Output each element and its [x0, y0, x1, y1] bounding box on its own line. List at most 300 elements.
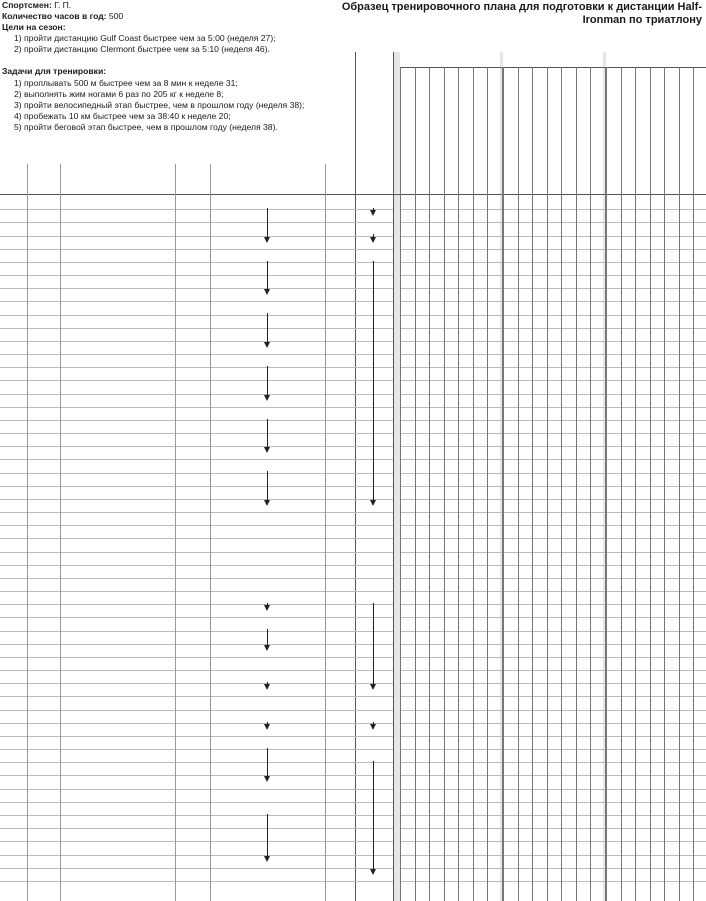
- row-rule: [0, 249, 393, 250]
- week-number: [0, 315, 27, 328]
- week-date: [27, 776, 54, 789]
- week-date: [27, 315, 54, 328]
- row-rule: [400, 236, 706, 237]
- week-number: [0, 736, 27, 749]
- week-date: [27, 302, 54, 315]
- row-rule: [400, 815, 706, 816]
- week-date: [27, 868, 54, 881]
- week-number: [0, 381, 27, 394]
- arrow-head: [264, 447, 270, 453]
- row-rule: [0, 209, 393, 210]
- week-number: [0, 276, 27, 289]
- row-rule: [400, 723, 706, 724]
- week-number: [0, 855, 27, 868]
- page-title: Образец тренировочного плана для подготовки к дистанции Half-Ironman по триатлону: [341, 1, 702, 26]
- row-rule: [0, 315, 393, 316]
- week-date: [27, 578, 54, 591]
- week-number: [0, 592, 27, 605]
- row-rule: [0, 394, 393, 395]
- week-date: [27, 394, 54, 407]
- period-arrow: [267, 419, 268, 449]
- strength-left-rule: [355, 52, 356, 901]
- week-number: [0, 486, 27, 499]
- week-number: [0, 684, 27, 697]
- ability-rule: [458, 67, 459, 901]
- ability-rule: [606, 67, 607, 901]
- row-rule: [0, 855, 393, 856]
- row-rule: [0, 288, 393, 289]
- arrow-head: [264, 395, 270, 401]
- row-rule: [400, 881, 706, 882]
- week-number: [0, 460, 27, 473]
- task-2: 2) выполнять жим ногами 6 раз по 205 кг к неделе 8;: [14, 88, 224, 99]
- strength-phase: [355, 249, 393, 262]
- week-number: [0, 447, 27, 460]
- row-rule: [0, 670, 393, 671]
- week-number: [0, 776, 27, 789]
- week-number: [0, 526, 27, 539]
- row-rule: [0, 552, 393, 553]
- arrow-head: [370, 869, 376, 875]
- week-date: [27, 552, 54, 565]
- week-date: [27, 592, 54, 605]
- period-arrow: [267, 471, 268, 501]
- week-date: [27, 605, 54, 618]
- row-rule: [400, 591, 706, 592]
- week-date: [27, 644, 54, 657]
- week-date: [27, 328, 54, 341]
- row-rule: [400, 657, 706, 658]
- goal-1: 1) пройти дистанцию Gulf Coast быстрее чем за 5:00 (неделя 27);: [14, 33, 276, 44]
- strength-phase: [355, 197, 393, 210]
- row-rule: [400, 459, 706, 460]
- week-number: [0, 868, 27, 881]
- week-date: [27, 447, 54, 460]
- col-rule: [175, 164, 176, 901]
- ability-rule: [635, 67, 636, 901]
- arrow-head: [370, 724, 376, 730]
- week-date: [27, 631, 54, 644]
- row-rule: [400, 617, 706, 618]
- period-name: [210, 697, 325, 710]
- row-rule: [400, 578, 706, 579]
- week-date: [27, 341, 54, 354]
- period-name: [210, 578, 325, 591]
- week-number: [0, 197, 27, 210]
- row-rule: [0, 789, 393, 790]
- week-number: [0, 289, 27, 302]
- week-number: [0, 829, 27, 842]
- row-rule: [400, 512, 706, 513]
- row-rule: [400, 328, 706, 329]
- row-rule: [400, 315, 706, 316]
- week-number: [0, 262, 27, 275]
- week-date: [27, 736, 54, 749]
- row-rule: [400, 407, 706, 408]
- task-4: 4) пробежать 10 км быстрее чем за 38:40 к неделе 20;: [14, 110, 231, 121]
- row-rule: [400, 380, 706, 381]
- row-rule: [0, 473, 393, 474]
- row-rule: [0, 881, 393, 882]
- arrow-head: [264, 684, 270, 690]
- week-date: [27, 565, 54, 578]
- athlete-label: Спортсмен:: [2, 0, 52, 10]
- row-rule: [400, 446, 706, 447]
- ability-rule: [621, 67, 622, 901]
- strength-right-rule: [393, 52, 394, 901]
- strength-phase: [355, 526, 393, 539]
- week-date: [27, 750, 54, 763]
- row-rule: [400, 565, 706, 566]
- period-arrow: [267, 313, 268, 343]
- row-rule: [400, 775, 706, 776]
- week-number: [0, 842, 27, 855]
- row-rule: [400, 420, 706, 421]
- strength-phase: [355, 578, 393, 591]
- week-number: [0, 552, 27, 565]
- week-date: [27, 829, 54, 842]
- row-rule: [400, 604, 706, 605]
- row-rule: [0, 710, 393, 711]
- period-arrow: [267, 261, 268, 291]
- row-rule: [0, 236, 393, 237]
- row-rule: [0, 222, 393, 223]
- week-number: [0, 723, 27, 736]
- row-rule: [400, 367, 706, 368]
- arrow-head: [370, 210, 376, 216]
- week-number: [0, 644, 27, 657]
- row-rule: [400, 249, 706, 250]
- row-rule: [0, 736, 393, 737]
- week-number: [0, 631, 27, 644]
- week-date: [27, 723, 54, 736]
- row-rule: [400, 262, 706, 263]
- week-number: [0, 394, 27, 407]
- week-number: [0, 815, 27, 828]
- period-arrow: [373, 261, 374, 501]
- strength-phase: [355, 223, 393, 236]
- arrow-head: [264, 500, 270, 506]
- hours-label: Количество часов в год:: [2, 11, 107, 22]
- week-date: [27, 473, 54, 486]
- row-rule: [400, 538, 706, 539]
- goal-2: 2) пройти дистанцию Clermont быстрее чем за 5:10 (неделя 46).: [14, 44, 270, 55]
- week-number: [0, 249, 27, 262]
- week-date: [27, 526, 54, 539]
- week-number: [0, 499, 27, 512]
- row-rule: [0, 604, 393, 605]
- ability-rule: [664, 67, 665, 901]
- strength-phase: [355, 565, 393, 578]
- week-date: [27, 763, 54, 776]
- arrow-head: [264, 342, 270, 348]
- row-rule: [0, 828, 393, 829]
- row-rule: [0, 486, 393, 487]
- week-date: [27, 262, 54, 275]
- row-rule: [0, 446, 393, 447]
- period-arrow: [267, 208, 268, 238]
- week-date: [27, 223, 54, 236]
- arrow-head: [264, 856, 270, 862]
- week-number: [0, 618, 27, 631]
- week-date: [27, 355, 54, 368]
- strength-phase: [355, 736, 393, 749]
- week-number: [0, 473, 27, 486]
- row-rule: [0, 762, 393, 763]
- row-rule: [0, 802, 393, 803]
- row-rule: [0, 683, 393, 684]
- week-number: [0, 302, 27, 315]
- ability-rule: [561, 67, 562, 901]
- week-number: [0, 605, 27, 618]
- week-date: [27, 513, 54, 526]
- row-rule: [0, 868, 393, 869]
- ability-rule: [518, 67, 519, 901]
- strength-phase: [355, 697, 393, 710]
- row-rule: [0, 657, 393, 658]
- period-name: [210, 539, 325, 552]
- ability-rule: [415, 67, 416, 901]
- row-rule: [400, 499, 706, 500]
- row-rule: [0, 644, 393, 645]
- row-rule: [400, 828, 706, 829]
- arrow-head: [370, 684, 376, 690]
- ability-rule: [590, 67, 591, 901]
- week-date: [27, 789, 54, 802]
- period-arrow: [373, 761, 374, 870]
- week-number: [0, 328, 27, 341]
- row-rule: [0, 328, 393, 329]
- row-rule: [0, 499, 393, 500]
- row-rule: [400, 644, 706, 645]
- row-rule: [0, 617, 393, 618]
- week-number: [0, 789, 27, 802]
- row-rule: [400, 789, 706, 790]
- row-rule: [400, 301, 706, 302]
- row-rule: [400, 394, 706, 395]
- week-number: [0, 565, 27, 578]
- row-rule: [400, 683, 706, 684]
- row-rule: [0, 380, 393, 381]
- ability-rule: [532, 67, 533, 901]
- row-rule: [400, 341, 706, 342]
- tasks-label: Задачи для тренировки:: [2, 66, 107, 77]
- row-rule: [400, 841, 706, 842]
- period-arrow: [373, 603, 374, 685]
- ability-rule: [400, 67, 401, 901]
- arrow-head: [264, 645, 270, 651]
- arrow-head: [264, 237, 270, 243]
- week-date: [27, 499, 54, 512]
- week-number: [0, 671, 27, 684]
- week-number: [0, 210, 27, 223]
- ability-rule: [576, 67, 577, 901]
- week-date: [27, 289, 54, 302]
- task-5: 5) пройти беговой этап быстрее, чем в прошлом году (неделя 38).: [14, 121, 278, 132]
- week-date: [27, 539, 54, 552]
- week-date: [27, 460, 54, 473]
- row-rule: [0, 775, 393, 776]
- row-rule: [0, 591, 393, 592]
- ability-rule: [429, 67, 430, 901]
- arrow-head: [264, 605, 270, 611]
- period-name: [210, 789, 325, 802]
- row-rule: [0, 723, 393, 724]
- row-rule: [0, 578, 393, 579]
- row-rule: [400, 473, 706, 474]
- row-rule: [0, 538, 393, 539]
- row-rule: [400, 552, 706, 553]
- week-number: [0, 513, 27, 526]
- week-date: [27, 697, 54, 710]
- row-rule: [0, 367, 393, 368]
- row-rule: [400, 736, 706, 737]
- section-title-2: [606, 54, 706, 66]
- row-rule: [0, 459, 393, 460]
- row-rule: [400, 855, 706, 856]
- week-number: [0, 578, 27, 591]
- period-arrow: [267, 814, 268, 857]
- arrow-head: [264, 724, 270, 730]
- week-date: [27, 802, 54, 815]
- week-date: [27, 486, 54, 499]
- week-number: [0, 763, 27, 776]
- row-rule: [400, 802, 706, 803]
- strength-phase: [355, 513, 393, 526]
- row-rule: [400, 275, 706, 276]
- ability-rule: [679, 67, 680, 901]
- row-rule: [400, 710, 706, 711]
- ability-rule: [444, 67, 445, 901]
- week-number: [0, 750, 27, 763]
- athlete-name: Г. П.: [54, 0, 72, 10]
- week-date: [27, 710, 54, 723]
- week-date: [27, 249, 54, 262]
- goals-label: Цели на сезон:: [2, 22, 66, 33]
- row-rule: [400, 222, 706, 223]
- ability-rule: [473, 67, 474, 901]
- week-date: [27, 197, 54, 210]
- week-date: [27, 684, 54, 697]
- week-date: [27, 657, 54, 670]
- training-plan-table: [0, 52, 706, 901]
- week-number: [0, 802, 27, 815]
- row-rule: [400, 525, 706, 526]
- row-rule: [0, 341, 393, 342]
- week-number: [0, 710, 27, 723]
- week-date: [27, 381, 54, 394]
- period-name: [210, 565, 325, 578]
- row-rule: [0, 631, 393, 632]
- row-rule: [0, 749, 393, 750]
- row-rule: [0, 565, 393, 566]
- row-rule: [400, 696, 706, 697]
- row-rule: [400, 486, 706, 487]
- week-date: [27, 618, 54, 631]
- col-rule: [325, 164, 326, 901]
- week-number: [0, 420, 27, 433]
- row-rule: [0, 525, 393, 526]
- row-rule: [400, 868, 706, 869]
- arrow-head: [264, 776, 270, 782]
- week-number: [0, 539, 27, 552]
- row-rule: [0, 420, 393, 421]
- week-number: [0, 697, 27, 710]
- week-date: [27, 420, 54, 433]
- arrow-head: [370, 237, 376, 243]
- row-rule: [0, 815, 393, 816]
- ability-rule: [547, 67, 548, 901]
- week-date: [27, 842, 54, 855]
- row-rule: [400, 670, 706, 671]
- section-title-0: [400, 54, 502, 66]
- row-rule: [0, 433, 393, 434]
- row-rule: [400, 354, 706, 355]
- row-rule: [0, 301, 393, 302]
- row-rule: [400, 749, 706, 750]
- period-name: [210, 513, 325, 526]
- week-date: [27, 407, 54, 420]
- gap-shade: [393, 52, 400, 901]
- period-arrow: [267, 366, 268, 396]
- period-arrow: [267, 629, 268, 645]
- task-1: 1) проплывать 500 м быстрее чем за 8 мин к неделе 31;: [14, 77, 238, 88]
- week-number: [0, 223, 27, 236]
- ability-rule: [503, 67, 504, 901]
- week-date: [27, 236, 54, 249]
- week-date: [27, 368, 54, 381]
- arrow-head: [264, 289, 270, 295]
- row-rule: [0, 262, 393, 263]
- week-date: [27, 855, 54, 868]
- week-date: [27, 210, 54, 223]
- week-number: [0, 368, 27, 381]
- row-rule: [400, 762, 706, 763]
- week-date: [27, 434, 54, 447]
- week-date: [27, 276, 54, 289]
- row-rule: [0, 354, 393, 355]
- col-rule: [60, 164, 61, 901]
- row-rule: [0, 841, 393, 842]
- row-rule: [400, 433, 706, 434]
- week-number: [0, 407, 27, 420]
- row-rule: [400, 631, 706, 632]
- row-rule: [400, 288, 706, 289]
- week-number: [0, 236, 27, 249]
- header-rule: [0, 194, 706, 195]
- row-rule: [0, 696, 393, 697]
- week-number: [0, 355, 27, 368]
- week-number: [0, 341, 27, 354]
- row-rule: [0, 512, 393, 513]
- arrow-head: [370, 500, 376, 506]
- ability-rule: [487, 67, 488, 901]
- strength-phase: [355, 539, 393, 552]
- row-rule: [0, 275, 393, 276]
- row-rule: [0, 407, 393, 408]
- week-number: [0, 434, 27, 447]
- task-3: 3) пройти велосипедный этап быстрее, чем в прошлом году (неделя 38);: [14, 99, 305, 110]
- period-arrow: [267, 748, 268, 778]
- week-date: [27, 815, 54, 828]
- ability-rule: [650, 67, 651, 901]
- row-rule: [400, 209, 706, 210]
- section-title-1: [503, 54, 605, 66]
- week-date: [27, 671, 54, 684]
- strength-phase: [355, 552, 393, 565]
- hours-value: 500: [108, 11, 124, 22]
- ability-rule: [693, 67, 694, 901]
